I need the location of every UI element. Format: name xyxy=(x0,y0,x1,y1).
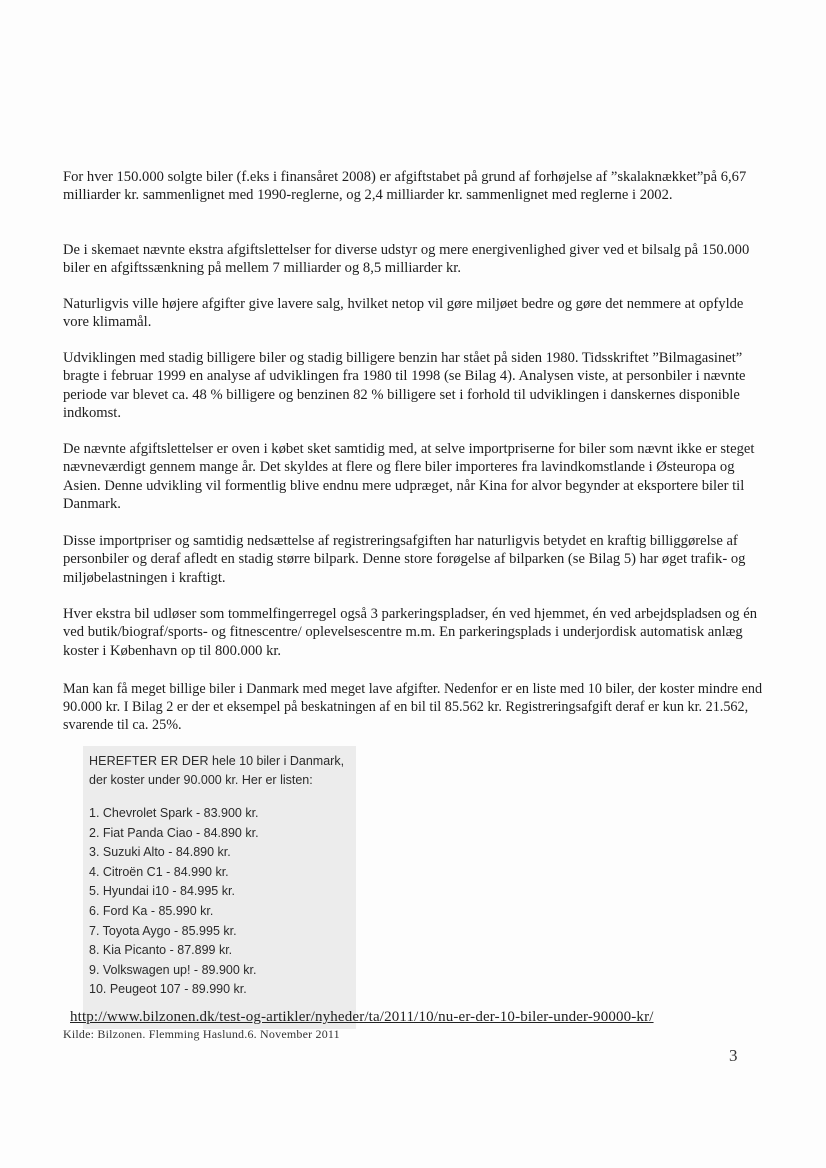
list-item: 2. Fiat Panda Ciao - 84.890 kr. xyxy=(89,825,259,840)
car-price-list xyxy=(89,804,351,1000)
source-credit: Kilde: Bilzonen. Flemming Haslund.6. November 2011 xyxy=(63,1027,340,1041)
list-item: 1. Chevrolet Spark - 83.900 kr. xyxy=(89,806,259,820)
paragraph-car-fleet: Disse importpriser og samtidig nedsættelse af registreringsafgiften har naturligvis betydet en kraftig billiggørelse af personbiler og deraf afledt en stadig større bilpark. Denne store forøgelse af bilparken (se Bilag 5) har øget trafik- og miljøbelastningen i kraftigt. xyxy=(63,533,746,586)
list-item: 7. Toyota Aygo - 85.995 kr. xyxy=(89,923,237,938)
list-item: 4. Citroën C1 - 84.990 kr. xyxy=(89,864,229,879)
paragraph-parking: Hver ekstra bil udløser som tommelfingerregel også 3 parkeringspladser, én ved hjemmet, én ved arbejdspladsen og én ved butik/biograf/sports- og fitnescentre/ oplevelsescentre m.m. En parkeringsplads i underjordisk automatisk anlæg koster i København op til 800.000 kr. xyxy=(63,606,758,659)
list-item: 6. Ford Ka - 85.990 kr. xyxy=(89,903,214,918)
paragraph-import-prices: De nævnte afgiftslettelser er oven i købet sket samtidig med, at selve importpriserne for biler som nævnt ikke er steget nævneværdigt gennem mange år. Det skyldes at flere og flere biler importeres fra lavindkomstlande i Østeuropa og Asien. Denne udvikling vil formentlig blive endnu mere udpræget, når Kina for alvor begynder at eksportere biler til Danmark. xyxy=(63,441,755,513)
list-item: 10. Peugeot 107 - 89.990 kr. xyxy=(89,982,247,997)
newspaper-clipping xyxy=(83,746,356,1029)
page-number: 3 xyxy=(729,1046,738,1065)
paragraph-price-development: Udviklingen med stadig billigere biler og stadig billigere benzin har stået på siden 1980. Tidsskriftet ”Bilmagasinet” bragte i februar 1999 en analyse af udviklingen fra 1980 til 1998 (se Bilag 4). Analysen viste, at personbiler i nævnte periode var blevet ca. 48 % billigere og benzinen 82 % billigere set i forhold til udviklingen i danskernes disponible indkomst. xyxy=(63,350,746,422)
paragraph-higher-taxes: Naturligvis ville højere afgifter give lavere salg, hvilket netop vil gøre miljøet bedre og gøre det nemmere at opfylde vore klimamål. xyxy=(63,296,744,331)
list-item: 3. Suzuki Alto - 84.890 kr. xyxy=(89,845,231,860)
clipping-heading xyxy=(89,752,351,790)
list-item: 5. Hyundai i10 - 84.995 kr. xyxy=(89,884,235,899)
paragraph-tax-relief: De i skemaet nævnte ekstra afgiftslettelser for diverse udstyr og mere energivenlighed giver ved et bilsalg på 150.000 biler en afgiftssænkning på mellem 7 milliarder og 8,5 milliarder kr. xyxy=(63,242,750,277)
source-link[interactable]: http://www.bilzonen.dk/test-og-artikler/nyheder/ta/2011/10/nu-er-der-10-biler-under-90000-kr/ xyxy=(70,1009,654,1025)
clipping-heading-caps: HEREFTER ER DER xyxy=(89,754,209,768)
paragraph-tax-loss: For hver 150.000 solgte biler (f.eks i finansåret 2008) er afgiftstabet på grund af forhøjelse af ”skalaknækket”på 6,67 milliarder kr. sammenlignet med 1990-reglerne, og 2,4 milliarder kr. sammenlignet med reglerne i 2002. xyxy=(63,169,747,204)
list-item: 9. Volkswagen up! - 89.900 kr. xyxy=(89,962,257,977)
clipping-heading-text: hele 10 biler i Danmark, der koster under 90.000 kr. Her er listen: xyxy=(89,754,345,787)
paragraph-cheap-cars: Man kan få meget billige biler i Danmark med meget lave afgifter. Nedenfor er en liste med 10 biler, der koster mindre end 90.000 kr. I Bilag 2 er der et eksempel på beskatningen af en bil til 85.562 kr. Registreringsafgift deraf er kun kr. 21.562, svarende til ca. 25%. xyxy=(63,681,763,733)
list-item: 8. Kia Picanto - 87.899 kr. xyxy=(89,943,233,958)
